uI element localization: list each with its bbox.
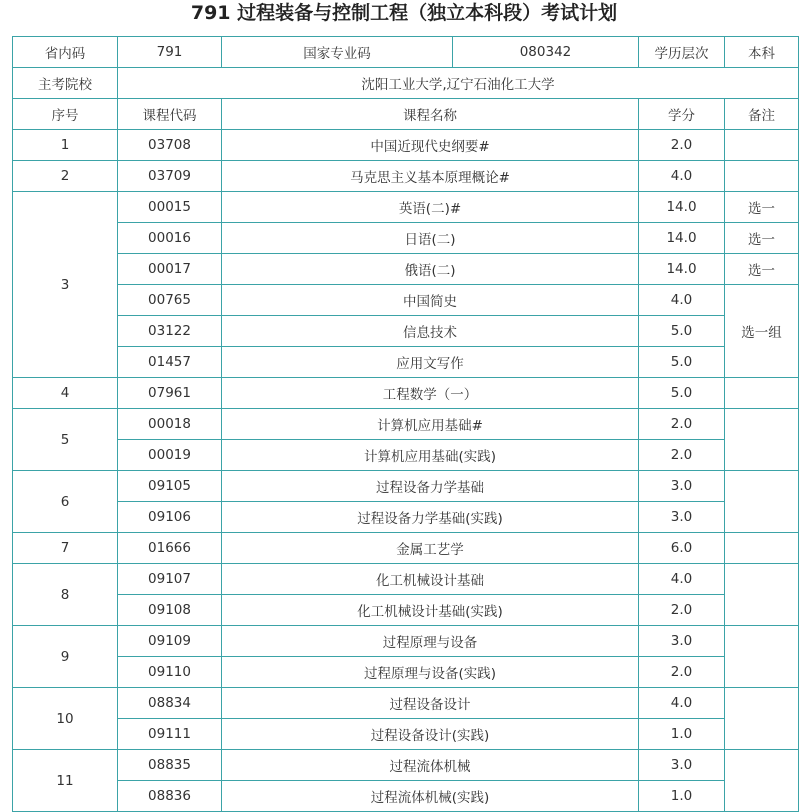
course-credit: 14.0 [639,192,725,223]
course-credit: 4.0 [639,285,725,316]
course-note-empty [725,626,799,688]
course-name: 信息技术 [222,316,639,347]
course-credit: 6.0 [639,533,725,564]
table-row [13,130,799,161]
group-note: 选一组 [725,285,799,378]
course-seq: 5 [13,409,118,471]
course-credit: 1.0 [639,781,725,812]
meta-row-school [13,68,799,99]
course-name: 过程设备力学基础(实践) [222,502,639,533]
table-row [13,688,799,719]
course-code: 00015 [118,192,222,223]
course-credit: 2.0 [639,409,725,440]
course-name: 计算机应用基础# [222,409,639,440]
course-code: 01666 [118,533,222,564]
course-code: 07961 [118,378,222,409]
course-code: 01457 [118,347,222,378]
course-note-empty [725,533,799,564]
level-label: 学历层次 [639,37,725,68]
course-credit: 5.0 [639,316,725,347]
table-row [13,285,799,316]
meta-row-codes [13,37,799,68]
course-name: 化工机械设计基础 [222,564,639,595]
table-row [13,316,799,347]
course-code: 08835 [118,750,222,781]
course-credit: 3.0 [639,471,725,502]
table-row [13,409,799,440]
table-row [13,161,799,192]
course-code: 09110 [118,657,222,688]
table-row [13,502,799,533]
table-row [13,781,799,812]
level-value: 本科 [725,37,799,68]
course-credit: 3.0 [639,750,725,781]
course-credit: 4.0 [639,688,725,719]
table-row [13,223,799,254]
table-row [13,440,799,471]
course-seq: 7 [13,533,118,564]
table-row [13,192,799,223]
table-row [13,533,799,564]
course-name: 过程原理与设备 [222,626,639,657]
header-seq: 序号 [13,99,118,130]
course-seq: 10 [13,688,118,750]
course-seq: 1 [13,130,118,161]
course-note: 选一 [725,254,799,285]
school-value: 沈阳工业大学,辽宁石油化工大学 [118,68,799,99]
course-credit: 5.0 [639,378,725,409]
table-row [13,626,799,657]
table-row [13,564,799,595]
course-credit: 3.0 [639,626,725,657]
course-note-empty [725,564,799,626]
course-credit: 2.0 [639,130,725,161]
course-name: 马克思主义基本原理概论# [222,161,639,192]
course-name: 过程设备力学基础 [222,471,639,502]
table-row [13,254,799,285]
course-credit: 4.0 [639,161,725,192]
exam-plan-table [12,36,799,812]
course-name: 金属工艺学 [222,533,639,564]
course-seq: 8 [13,564,118,626]
course-code: 09105 [118,471,222,502]
course-code: 09107 [118,564,222,595]
course-code: 08834 [118,688,222,719]
course-note: 选一 [725,192,799,223]
table-row [13,595,799,626]
course-note-empty [725,161,799,192]
course-credit: 2.0 [639,595,725,626]
exam-plan-body [13,37,799,812]
course-name: 应用文写作 [222,347,639,378]
course-code: 00765 [118,285,222,316]
header-note: 备注 [725,99,799,130]
course-name: 过程流体机械(实践) [222,781,639,812]
course-code: 09111 [118,719,222,750]
table-row [13,719,799,750]
national-code-label: 国家专业码 [222,37,453,68]
course-code: 00017 [118,254,222,285]
course-name: 中国简史 [222,285,639,316]
course-credit: 4.0 [639,564,725,595]
course-code: 00018 [118,409,222,440]
course-code: 09106 [118,502,222,533]
course-name: 俄语(二) [222,254,639,285]
school-label: 主考院校 [13,68,118,99]
province-code-label: 省内码 [13,37,118,68]
course-name: 中国近现代史纲要# [222,130,639,161]
course-seq: 11 [13,750,118,812]
course-note-empty [725,378,799,409]
header-name: 课程名称 [222,99,639,130]
course-seq: 6 [13,471,118,533]
table-row [13,347,799,378]
course-name: 过程原理与设备(实践) [222,657,639,688]
course-note-empty [725,130,799,161]
course-seq: 3 [13,192,118,378]
course-credit: 5.0 [639,347,725,378]
course-credit: 14.0 [639,223,725,254]
course-name: 化工机械设计基础(实践) [222,595,639,626]
course-name: 计算机应用基础(实践) [222,440,639,471]
course-seq: 4 [13,378,118,409]
page-title: 791 过程装备与控制工程（独立本科段）考试计划 [190,2,618,24]
course-code: 03122 [118,316,222,347]
header-row [13,99,799,130]
course-credit: 1.0 [639,719,725,750]
national-code-value: 080342 [453,37,639,68]
course-seq: 2 [13,161,118,192]
course-code: 09109 [118,626,222,657]
course-note-empty [725,471,799,533]
course-code: 00016 [118,223,222,254]
course-note-empty [725,688,799,750]
table-row [13,657,799,688]
course-code: 09108 [118,595,222,626]
course-note-empty [725,750,799,812]
course-name: 过程流体机械 [222,750,639,781]
course-name: 英语(二)# [222,192,639,223]
course-name: 工程数学（一） [222,378,639,409]
course-credit: 2.0 [639,657,725,688]
course-code: 03709 [118,161,222,192]
course-credit: 14.0 [639,254,725,285]
course-name: 过程设备设计(实践) [222,719,639,750]
course-note: 选一 [725,223,799,254]
course-name: 日语(二) [222,223,639,254]
table-row [13,378,799,409]
course-code: 00019 [118,440,222,471]
course-name: 过程设备设计 [222,688,639,719]
course-seq: 9 [13,626,118,688]
course-credit: 3.0 [639,502,725,533]
header-credit: 学分 [639,99,725,130]
course-code: 08836 [118,781,222,812]
province-code-value: 791 [118,37,222,68]
table-row [13,471,799,502]
course-credit: 2.0 [639,440,725,471]
course-code: 03708 [118,130,222,161]
table-row [13,750,799,781]
course-note-empty [725,409,799,471]
header-code: 课程代码 [118,99,222,130]
